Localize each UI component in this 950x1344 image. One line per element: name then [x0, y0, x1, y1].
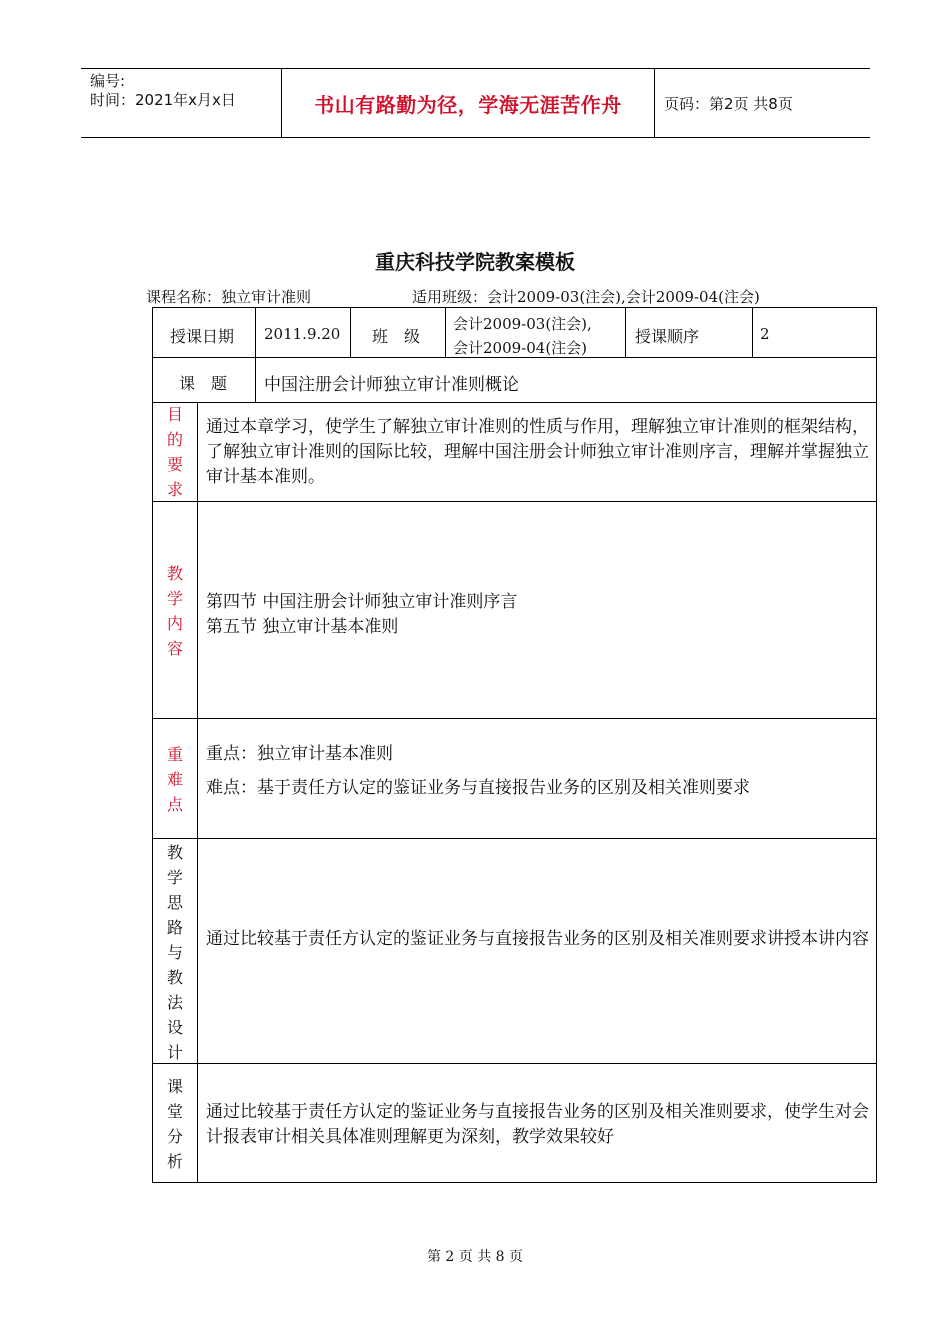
header-motto: 书山有路勤为径，学海无涯苦作舟 — [314, 92, 622, 117]
key-points-label: 重 难 点 — [166, 745, 183, 814]
document-title: 重庆科技学院教案模板 — [375, 250, 575, 274]
page-footer: 第 2 页 共 8 页 — [426, 1249, 524, 1265]
analysis-label: 课 堂 分 析 — [166, 1077, 183, 1171]
class-value-2: 会计2009-04(注会) — [453, 339, 588, 357]
col-divider — [752, 308, 753, 357]
header-page-label: 页码：第2页 共8页 — [664, 95, 793, 113]
col-divider — [625, 308, 626, 357]
header-number-label: 编号: — [90, 72, 126, 90]
col-divider — [350, 308, 351, 357]
header-time-label: 时间：2021年x月x日 — [90, 91, 236, 109]
content-line-2: 第五节 独立审计基本准则 — [206, 617, 399, 637]
col-divider — [255, 308, 256, 357]
applicable-classes: 适用班级：会计2009-03(注会),会计2009-04(注会) — [412, 288, 760, 306]
analysis-text: 通过比较基于责任方认定的鉴证业务与直接报告业务的区别及相关准则要求，使学生对会计报表审计相关具体准则理解更为深刻，教学效果较好 — [206, 1102, 869, 1147]
course-name: 课程名称：独立审计准则 — [146, 288, 312, 306]
date-value: 2011.9.20 — [264, 325, 341, 343]
topic-label: 课 题 — [179, 374, 228, 393]
content-label: 教 学 内 容 — [166, 564, 183, 658]
class-label: 班 级 — [372, 327, 421, 346]
content-line-1: 第四节 中国注册会计师独立审计准则序言 — [206, 592, 518, 612]
col-divider — [255, 357, 256, 402]
row-divider — [153, 402, 876, 403]
row-divider — [153, 501, 876, 502]
col-divider — [197, 402, 198, 1183]
date-label: 授课日期 — [170, 327, 235, 346]
topic-value: 中国注册会计师独立审计准则概论 — [264, 375, 519, 395]
objective-label: 目 的 要 求 — [166, 405, 183, 499]
objective-text: 通过本章学习，使学生了解独立审计准则的性质与作用，理解独立审计准则的框架结构，了解独立审计准则的国际比较，理解中国注册会计师独立审计准则序言，理解并掌握独立审计基本准则。 — [206, 417, 869, 487]
method-text: 通过比较基于责任方认定的鉴证业务与直接报告业务的区别及相关准则要求讲授本讲内容 — [206, 929, 869, 949]
row-divider — [153, 1063, 876, 1064]
row-divider — [153, 838, 876, 839]
difficult-point: 难点：基于责任方认定的鉴证业务与直接报告业务的区别及相关准则要求 — [206, 778, 750, 798]
lesson-plan-table — [152, 307, 877, 1183]
key-point: 重点：独立审计基本准则 — [206, 744, 393, 764]
class-value-1: 会计2009-03(注会), — [453, 315, 592, 333]
page-header — [81, 68, 870, 138]
method-label: 教 学 思 路 与 教 法 设 计 — [166, 843, 183, 1062]
order-label: 授课顺序 — [635, 327, 700, 346]
col-divider — [445, 308, 446, 357]
header-info — [81, 69, 281, 137]
row-divider — [153, 718, 876, 719]
header-motto-cell — [281, 69, 655, 137]
order-value: 2 — [760, 325, 770, 343]
